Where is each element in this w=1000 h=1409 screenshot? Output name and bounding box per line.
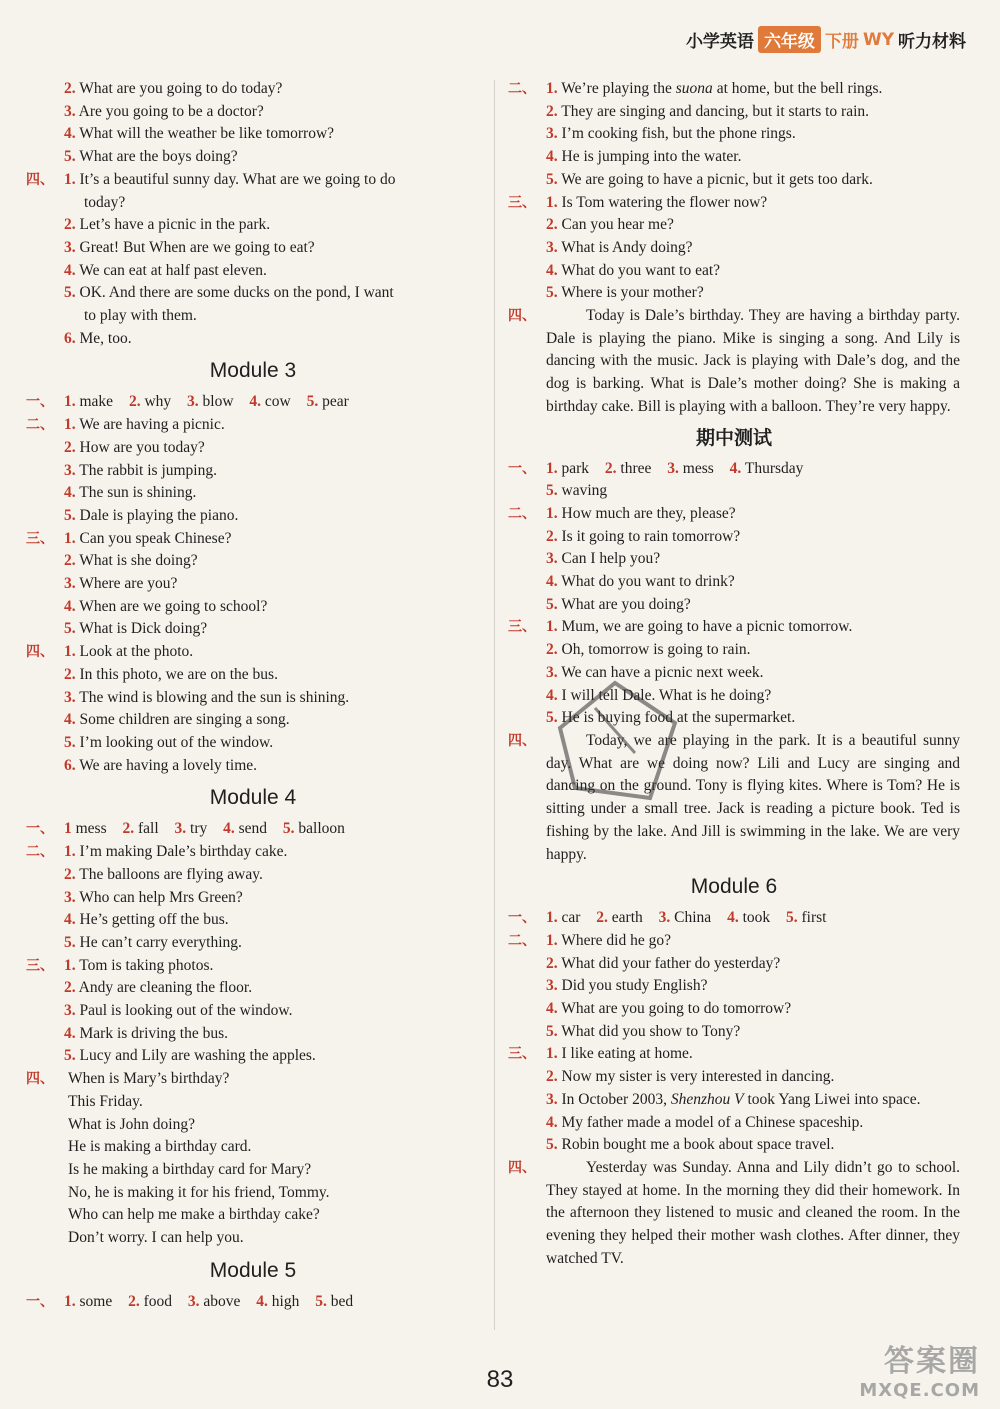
list-item: 四、 1. It’s a beautiful sunny day. What are we going to do <box>26 170 396 188</box>
list-item: 3. Can I help you? <box>546 550 661 568</box>
list-item: 5. He can’t carry everything. <box>64 933 242 951</box>
header-publisher: WY <box>862 29 894 50</box>
list-item: 3. Where are you? <box>64 575 178 593</box>
list-item: 3. Who can help Mrs Green? <box>64 888 243 906</box>
module-3-section-1: 一、 1. make 2. why 3. blow 4. cow 5. pear <box>26 393 349 411</box>
header-material: 听力材料 <box>898 32 966 52</box>
list-item: 3. I’m cooking fish, but the phone rings. <box>546 125 796 143</box>
module-3-title: Module 3 <box>209 359 297 383</box>
list-item: 4. We can eat at half past eleven. <box>64 261 267 279</box>
section-4-passage: 四、 Today is Dale’s birthday. They are having a birthday party. Dale is playing the piano. Mike is singing a song. And Lily is dancing with the music. Jack is playing with Dale’s dog, and the dog is barking. What is Dale’s mother doing? She is making a birthday cake. Bill is playing with a balloon. They’re very happy. <box>508 307 960 415</box>
continued-questions <box>26 78 480 169</box>
header-subject: 小学英语 <box>685 32 754 52</box>
module-4-section-1: 一、 1 mess 2. fall 3. try 4. send 5. balloon <box>26 820 345 838</box>
list-item: 三、 1. Can you speak Chinese? <box>26 529 232 547</box>
dialogue-line: Don’t worry. I can help you. <box>68 1229 244 1247</box>
list-item: 三、 1. Mum, we are going to have a picnic tomorrow. <box>508 618 853 636</box>
module-6-section-4-passage: 四、 Yesterday was Sunday. Anna and Lily didn’t go to school. They stayed at home. In the morning they did their homework. In the afternoon they listened to music and cleaned the room. In the evening they helped their mother wash clothes. After dinner, they watched TV. <box>508 1158 960 1267</box>
column-divider <box>494 80 495 1330</box>
dialogue-line: 四、 When is Mary’s birthday? <box>26 1070 230 1088</box>
header-book: 下册 <box>824 32 859 52</box>
list-item: 2. Andy are cleaning the floor. <box>64 979 253 997</box>
list-item: 5. What did you show to Tony? <box>546 1022 741 1040</box>
list-item: 二、 1. How much are they, please? <box>508 504 736 522</box>
module-6-section-1: 一、 1. car 2. earth 3. China 4. took 5. first <box>508 909 827 927</box>
list-item: 5. Dale is playing the piano. <box>64 506 239 524</box>
list-item: 2. Now my sister is very interested in dancing. <box>546 1068 835 1086</box>
list-item: 3. Paul is looking out of the window. <box>64 1002 293 1020</box>
section-4-dialogue <box>26 169 480 351</box>
dialogue-line: No, he is making it for his friend, Tommy. <box>68 1183 330 1201</box>
midterm-section-4-passage: 四、 Today, we are playing in the park. It is a beautiful sunny day. What are we doing now? Lili and Lucy are singing and dancing on the ground. Tony is flying kites. Where is Tom? He is sitting under a small tree. Jack is reading a picture book. Ted is fishing by the lake. And Jill is swimming in the lake. We are very happy. <box>508 731 960 863</box>
dialogue-line: What is John doing? <box>68 1115 195 1133</box>
list-item: 二、 1. I’m making Dale’s birthday cake. <box>26 843 288 861</box>
list-item: 3. We can have a picnic next week. <box>546 663 764 681</box>
list-item: 三、 1. Is Tom watering the flower now? <box>508 193 768 211</box>
module-6-section-3 <box>508 1043 960 1157</box>
list-item: 5. We are going to have a picnic, but it gets too dark. <box>546 170 873 188</box>
module-3-section-3 <box>26 528 480 642</box>
midterm-title: 期中测试 <box>695 426 772 449</box>
watermark-logo-text: 答案圈 <box>884 1344 980 1379</box>
list-item: 2. Let’s have a picnic in the park. <box>64 216 271 234</box>
list-item: 2. In this photo, we are on the bus. <box>64 665 278 683</box>
list-item: 5. I’m looking out of the window. <box>64 733 274 751</box>
module-3-section-2 <box>26 414 480 528</box>
list-item: 5. What are the boys doing? <box>64 148 238 166</box>
dialogue-line: Is he making a birthday card for Mary? <box>68 1160 312 1178</box>
dialogue-line: He is making a birthday card. <box>68 1138 252 1156</box>
list-item: 5. waving <box>546 482 608 500</box>
list-item: 5. What is Dick doing? <box>64 620 208 638</box>
list-item: 四、 1. Look at the photo. <box>26 643 194 661</box>
module-5-title: Module 5 <box>209 1258 297 1282</box>
list-item: 4. When are we going to school? <box>64 597 268 615</box>
list-item: 4. What will the weather be like tomorrow? <box>64 125 335 143</box>
list-item: 5. Robin bought me a book about space travel. <box>546 1136 835 1154</box>
module-4-section-2 <box>26 841 480 955</box>
list-item: 4. What do you want to eat? <box>546 261 721 279</box>
page-header <box>686 26 966 53</box>
list-item: 5. What are you doing? <box>546 595 691 613</box>
list-item: 3. Did you study English? <box>546 977 708 995</box>
midterm-section-1: 一、 1. park 2. three 3. mess 4. Thursday <box>508 459 804 477</box>
site-watermark <box>859 1336 980 1401</box>
list-item: 2. What is she doing? <box>64 552 198 570</box>
list-item: 4. My father made a model of a Chinese spaceship. <box>546 1113 864 1131</box>
list-item: 6. We are having a lovely time. <box>64 756 258 774</box>
list-item: 3. The rabbit is jumping. <box>64 461 217 479</box>
list-item: 二、 1. We’re playing the suona at home, but the bell rings. <box>508 80 883 97</box>
module-6-section-2 <box>508 930 960 1044</box>
list-item: 6. Me, too. <box>64 329 132 347</box>
list-item: 二、 1. Where did he go? <box>508 931 671 949</box>
list-item: 5. Lucy and Lily are washing the apples. <box>64 1047 316 1065</box>
list-item: 3. The wind is blowing and the sun is shining. <box>64 688 350 706</box>
dialogue-line: Who can help me make a birthday cake? <box>68 1206 320 1224</box>
module-4-section-4 <box>26 1068 480 1250</box>
list-item: 4. I will tell Dale. What is he doing? <box>546 686 772 704</box>
list-item: 2. They are singing and dancing, but it starts to rain. <box>546 102 870 120</box>
ink-stamp-mark <box>540 668 690 818</box>
list-item: 2. How are you today? <box>64 438 205 456</box>
list-item: 3. Great! But When are we going to eat? <box>64 238 315 256</box>
list-item: 4. The sun is shining. <box>64 484 197 502</box>
list-item: 2. Oh, tomorrow is going to rain. <box>546 641 751 659</box>
list-item: 2. Can you hear me? <box>546 216 674 234</box>
list-item: 5. Where is your mother? <box>546 284 704 302</box>
module-3-section-4 <box>26 641 480 777</box>
module-6-title: Module 6 <box>690 875 778 899</box>
list-item: 2. What did your father do yesterday? <box>546 954 781 972</box>
header-grade-badge: 六年级 <box>758 26 821 53</box>
list-item: 3. What is Andy doing? <box>546 238 693 256</box>
page-number: 83 <box>486 1366 514 1393</box>
list-item: 3. In October 2003, Shenzhou V took Yang Liwei into space. <box>546 1090 921 1108</box>
list-item: 4. He is jumping into the water. <box>546 148 742 166</box>
list-item: 2. The balloons are flying away. <box>64 865 263 883</box>
section-2-sentences <box>508 78 960 192</box>
module-5-section-1: 一、 1. some 2. food 3. above 4. high 5. bed <box>26 1292 354 1310</box>
list-item-cont: today? <box>84 193 126 211</box>
module-4-section-3 <box>26 955 480 1069</box>
left-column <box>26 78 480 1313</box>
dialogue-line: This Friday. <box>68 1092 143 1110</box>
list-item: 2. What are you going to do today? <box>64 80 283 97</box>
list-item: 3. Are you going to be a doctor? <box>64 102 264 120</box>
list-item: 三、 1. Tom is taking photos. <box>26 956 214 974</box>
list-item: 二、 1. We are having a picnic. <box>26 416 225 434</box>
watermark-url: MXQE.COM <box>859 1380 980 1401</box>
module-4-title: Module 4 <box>209 786 297 810</box>
list-item: 4. What do you want to drink? <box>546 573 735 591</box>
list-item: 4. Mark is driving the bus. <box>64 1024 229 1042</box>
list-item: 4. He’s getting off the bus. <box>64 911 229 929</box>
list-item: 三、 1. I like eating at home. <box>508 1045 693 1063</box>
list-item-cont: to play with them. <box>84 307 197 325</box>
list-item: 5. He is buying food at the supermarket. <box>546 709 796 727</box>
list-item: 2. Is it going to rain tomorrow? <box>546 527 741 545</box>
midterm-section-2 <box>508 503 960 617</box>
list-item: 5. OK. And there are some ducks on the pond, I want <box>64 284 394 302</box>
list-item: 4. Some children are singing a song. <box>64 711 290 729</box>
section-3-questions <box>508 192 960 306</box>
list-item: 4. What are you going to do tomorrow? <box>546 1000 792 1018</box>
